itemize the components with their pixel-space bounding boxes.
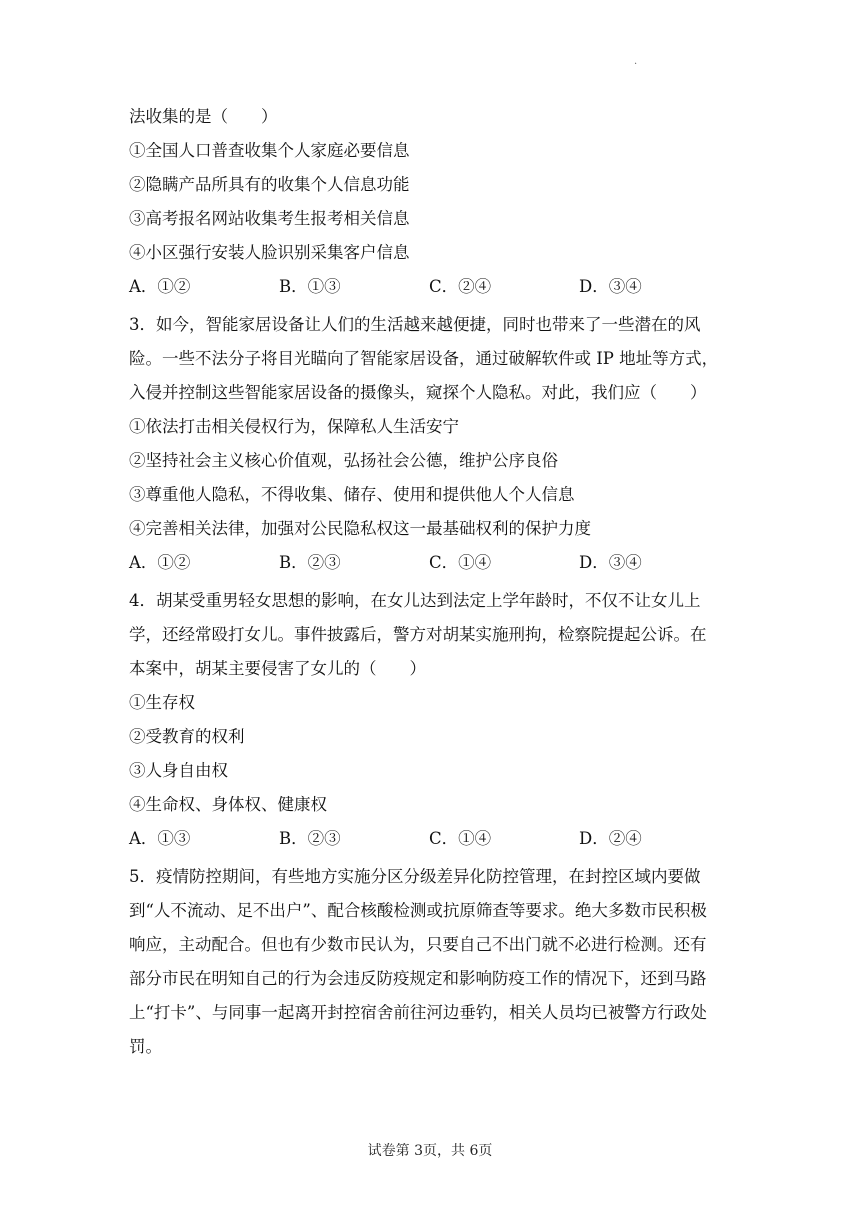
q3-stem-line-1: 3．如今，智能家居设备让人们的生活越来越便捷，同时也带来了一些潜在的风: [129, 315, 701, 334]
q3-item-2: ②坚持社会主义核心价值观，弘扬社会公德，维护公序良俗: [129, 451, 558, 470]
q2-options: [129, 274, 733, 300]
q3-stem: [129, 308, 733, 410]
page-footer: 试卷第 3页，共 6页: [367, 1143, 493, 1159]
q4-stem-line-3: 本案中，胡某主要侵害了女儿的（ ）: [129, 659, 426, 678]
q2-item-4: ④小区强行安装人脸识别采集客户信息: [129, 243, 410, 262]
q4-option-d[interactable]: D．②④: [579, 829, 642, 848]
q5-stem-line-6: 罚。: [129, 1037, 162, 1056]
q4-options: [129, 826, 733, 852]
q3-item-4: ④完善相关法律，加强对公民隐私权这一最基础权利的保护力度: [129, 519, 591, 538]
q5-stem-line-2: 到“人不流动、足不出户”、配合核酸检测或抗原筛查等要求。绝大多数市民积极: [129, 901, 707, 920]
q4-option-c[interactable]: C．①④: [429, 829, 492, 848]
q4-item-4: ④生命权、身体权、健康权: [129, 795, 327, 814]
page-content: [129, 104, 733, 1068]
q3-item-3: ③尊重他人隐私，不得收集、储存、使用和提供他人个人信息: [129, 485, 575, 504]
q4-option-b[interactable]: B．②③: [279, 829, 341, 848]
q4-item-2: ②受教育的权利: [129, 727, 245, 746]
q2-option-b[interactable]: B．①③: [279, 277, 341, 296]
q5-stem-line-4: 部分市民在明知自己的行为会违反防疫规定和影响防疫工作的情况下，还到马路: [129, 969, 707, 988]
q3-option-a[interactable]: A．①②: [129, 553, 191, 572]
q5-stem: [129, 860, 733, 1064]
q2-item-3: ③高考报名网站收集考生报考相关信息: [129, 209, 410, 228]
q2-option-c[interactable]: C．②④: [429, 277, 492, 296]
q4-option-a[interactable]: A．①③: [129, 829, 191, 848]
page-corner-mark: .: [634, 56, 638, 67]
q2-option-d[interactable]: D．③④: [579, 277, 642, 296]
q4-stem-line-2: 学，还经常殴打女儿。事件披露后，警方对胡某实施刑拘，检察院提起公诉。在: [129, 625, 707, 644]
q2-item-2: ②隐瞒产品所具有的收集个人信息功能: [129, 175, 410, 194]
q5-stem-line-5: 上“打卡”、与同事一起离开封控宿舍前往河边垂钓，相关人员均已被警方行政处: [129, 1003, 707, 1022]
q2-stem-tail: 法收集的是（ ）: [129, 107, 278, 126]
q3-option-c[interactable]: C．①④: [429, 553, 492, 572]
q3-stem-line-3: 入侵并控制这些智能家居设备的摄像头，窥探个人隐私。对此，我们应（ ）: [129, 383, 707, 402]
q4-stem-line-1: 4．胡某受重男轻女思想的影响，在女儿达到法定上学年龄时，不仅不让女儿上: [129, 591, 701, 610]
q3-option-d[interactable]: D．③④: [579, 553, 642, 572]
q4-item-3: ③人身自由权: [129, 761, 228, 780]
q4-stem: [129, 584, 733, 686]
q3-stem-line-2: 险。一些不法分子将目光瞄向了智能家居设备，通过破解软件或 IP 地址等方式，: [129, 349, 719, 368]
q4-item-1: ①生存权: [129, 693, 195, 712]
q3-options: [129, 550, 733, 576]
q3-option-b[interactable]: B．②③: [279, 553, 341, 572]
q5-stem-line-1: 5．疫情防控期间，有些地方实施分区分级差异化防控管理，在封控区域内要做: [129, 867, 701, 886]
q3-item-1: ①依法打击相关侵权行为，保障私人生活安宁: [129, 417, 459, 436]
q2-option-a[interactable]: A．①②: [129, 277, 191, 296]
q5-stem-line-3: 响应，主动配合。但也有少数市民认为，只要自己不出门就不必进行检测。还有: [129, 935, 707, 954]
q2-item-1: ①全国人口普查收集个人家庭必要信息: [129, 141, 410, 160]
